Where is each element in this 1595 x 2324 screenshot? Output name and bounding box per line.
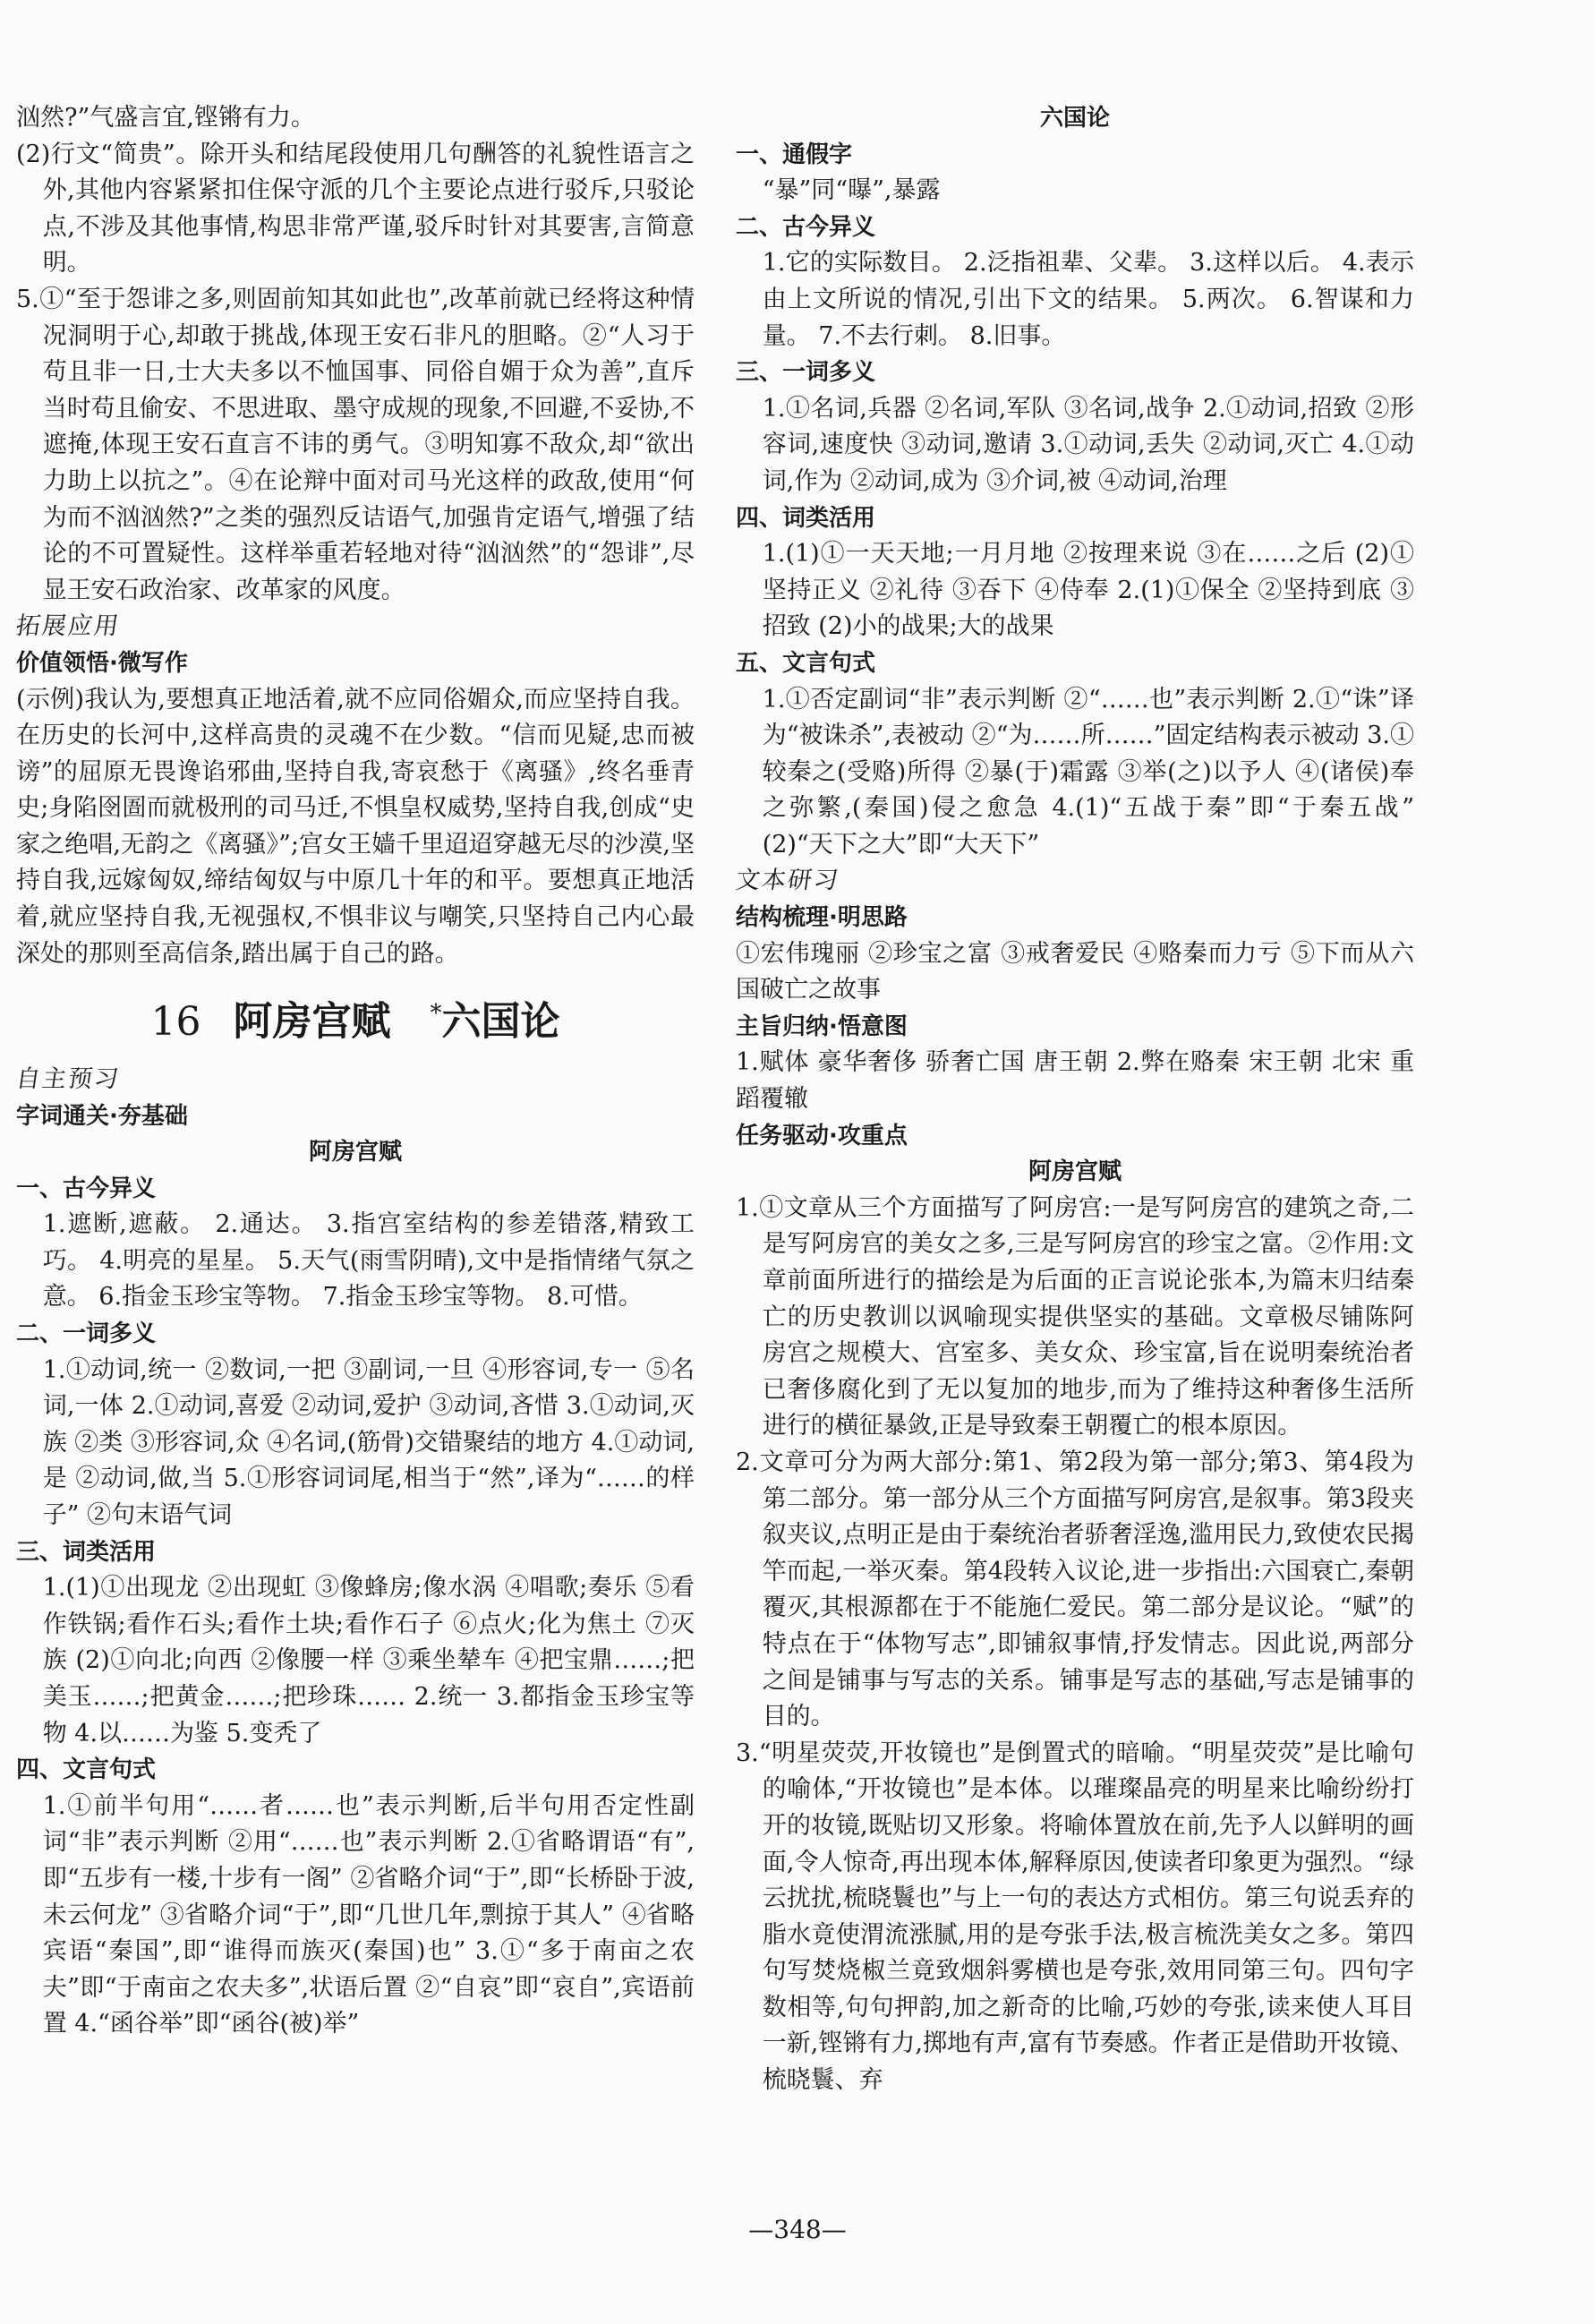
star-mark: * [430,1000,442,1028]
paragraph: “暴”同“曝”,暴露 [762,176,941,205]
subheading: 二、古今异义 [736,213,876,241]
chapter-title [16,978,695,1058]
text-title: 六国论 [1039,105,1110,132]
subheading: 二、一词多义 [16,1320,157,1348]
paragraph: ①宏伟瑰丽 ②珍宝之富 ③戒奢爱民 ④赂秦而力亏 ⑤下而从六国破亡之故事 [736,939,1414,1004]
chapter-title-2: 六国论 [441,998,560,1045]
paragraph: 1.(1)①一天天地;一月月地 ②按理来说 ③在……之后 (2)①坚持正义 ②礼待 ③吞下 ④侍奉 2.(1)①保全 ②坚持到底 ③招致 (2)小的战果;大的战果 [762,540,1414,641]
paragraph: 1.①否定副词“非”表示判断 ②“……也”表示判断 2.①“诛”译为“被诛杀”,表被动 ②“为……所……”固定结构表示被动 3.①较秦之(受赂)所得 ②暴(于)霜露 ③举(之)以予人 ④(诸侯)奉之弥繁,(秦国)侵之愈急 4.(1)“五战于秦”即“于秦五战” (2)“天下之大”即“大天下” [762,685,1414,859]
paragraph: (示例)我认为,要想真正地活着,就不应同俗媚众,而应坚持自我。在历史的长河中,这样高贵的灵魂不在少数。“信而见疑,忠而被谤”的屈原无畏谗谄邪曲,坚持自我,寄哀愁于《离骚》,终名垂青史;身陷囹圄而就极刑的司马迁,不惧皇权威势,坚持自我,创成“史家之绝唱,无韵之《离骚》”;宫女王嫱千里迢迢穿越无尽的沙漠,坚持自我,远嫁匈奴,缔结匈奴与中原几十年的和平。要想真正地活着,就应坚持自我,无视强权,不惧非议与嘲笑,只坚持自己内心最深处的那则至高信条,踏出属于自己的路。 [16,685,695,968]
paragraph: 1.①动词,统一 ②数词,一把 ③副词,一旦 ④形容词,专一 ⑤名词,一体 2.①动词,喜爱 ②动词,爱护 ③动词,吝惜 3.①动词,灭族 ②类 ③形容词,众 ④名词,(筋骨)交错聚结的地方 4.①动词,是 ②动词,做,当 5.①形容词词尾,相当于“然”,译为“……的样子” ②句末语气词 [42,1355,695,1530]
text-title: 阿房宫赋 [308,1139,402,1166]
paragraph: 1.遮断,遮蔽。 2.通达。 3.指宫室结构的参差错落,精致工巧。 4.明亮的星星。 5.天气(雨雪阴晴),文中是指情绪气氛之意。 6.指金玉珍宝等物。 7.指金玉珍宝等物。 8.可惜。 [42,1210,695,1312]
subheading: 2.文章可分为两大部分:第1、第2段为第一部分;第3、第4段为第二部分。第一部分从三个方面描写阿房宫,是叙事。第3段夹叙夹议,点明正是由于秦统治者骄奢淫逸,滥用民力,致使农民揭竿而起,一举灭秦。第4段转入议论,进一步指出:六国衰亡,秦朝覆灭,其根源都在于不能施仁爱民。第二部分是议论。“赋”的特点在于“体物写志”,即铺叙事情,抒发情志。因此说,两部分之间是铺事与写志的关系。铺事是写志的基础,写志是铺事的目的。 [736,1448,1414,1731]
section-banner: 拓展应用 [13,612,123,641]
subheading: 主旨归纳·悟意图 [736,1012,908,1040]
paragraph: 1.①前半句用“……者……也”表示判断,后半句用否定性副词“非”表示判断 ②用“……也”表示判断 2.①省略谓语“有”,即“五步有一楼,十步有一阁” ②省略介词“于”,即“长桥卧于波,未云何龙” ③省略介词“于”,即“几世几年,剽掠于其人” ④省略宾语“秦国”,即“谁得而族灭(秦国)也” 3.①“多于南亩之农夫”即“于南亩之农夫多”,状语后置 ②“自哀”即“哀自”,宾语前置 4.“函谷举”即“函谷(被)举” [42,1791,695,2038]
subheading: (2)行文“简贵”。除开头和结尾段使用几句酬答的礼貌性语言之外,其他内容紧紧扣住保守派的几个主要论点进行驳斥,只驳论点,不涉及其他事情,构思非常严谨,驳斥时针对其要害,言简意明。 [16,140,695,278]
chapter-title-1: 阿房宫赋 [233,998,391,1045]
subheading: 三、词类活用 [16,1538,157,1566]
subheading: 任务驱动·攻重点 [736,1122,908,1149]
subheading: 四、词类活用 [736,504,876,532]
paragraph: 1.①名词,兵器 ②名词,军队 ③名词,战争 2.①动词,招致 ②形容词,速度快 ③动词,邀请 3.①动词,丢失 ②动词,灭亡 4.①动词,作为 ②动词,成为 ③介词,被 ④动词,治理 [762,394,1414,495]
left-column [13,100,695,2043]
subheading: 一、通假字 [736,141,853,168]
subheading: 3.“明星荧荧,开妆镜也”是倒置式的暗喻。“明星荧荧”是比喻句的喻体,“开妆镜也”是本体。以璀璨晶亮的明星来比喻纷纷打开的妆镜,既贴切又形象。将喻体置放在前,先予人以鲜明的画面,令人惊奇,再出现本体,解释原因,使读者印象更为强烈。“绿云扰扰,梳晓鬟也”与上一句的表达方式相仿。第三句说丢弃的脂水竟使渭流涨腻,用的是夸张手法,极言梳洗美女之多。第四句写焚烧椒兰竟致烟斜雾横也是夸张,效用同第三句。四句字数相等,句句押韵,加之新奇的比喻,巧妙的夸张,读来使人耳目一新,铿锵有力,掷地有声,富有节奏感。作者正是借助开妆镜、梳晓鬟、弃 [736,1739,1414,2095]
subheading: 价值领悟·微写作 [16,649,188,677]
right-column [733,100,1414,2099]
subheading: 1.①文章从三个方面描写了阿房宫:一是写阿房宫的建筑之奇,二是写阿房宫的美女之多,三是写阿房宫的珍宝之富。②作用:文章前面所进行的描绘是为后面的正言说论张本,为篇末归结秦亡的历史教训以讽喻现实提供坚实的基础。文章极尽铺陈阿房宫之规模大、宫室多、美女众、珍宝富,旨在说明秦统治者已奢侈腐化到了无以复加的地步,而为了维持这种奢侈生活所进行的横征暴敛,正是导致秦王朝覆亡的根本原因。 [736,1193,1414,1440]
subheading: 5.①“至于怨诽之多,则固前知其如此也”,改革前就已经将这种情况洞明于心,却敢于挑战,体现王安石非凡的胆略。②“人习于苟且非一日,士大夫多以不恤国事、同俗自媚于众为善”,直斥当时苟且偷安、不思进取、墨守成规的现象,不回避,不妥协,不遮掩,体现王安石直言不讳的勇气。③明知寡不敌众,却“欲出力助上以抗之”。④在论辩中面对司马光这样的政敌,使用“何为而不汹汹然?”之类的强烈反诘语气,加强肯定语气,增强了结论的不可置疑性。这样举重若轻地对待“汹汹然”的“怨诽”,尽显王安石政治家、改革家的风度。 [16,285,695,604]
text-title: 阿房宫赋 [1028,1158,1122,1186]
paragraph: 1.(1)①出现龙 ②出现虹 ③像蜂房;像水涡 ④唱歌;奏乐 ⑤看作铁锅;看作石头;看作土块;看作石子 ⑥点火;化为焦土 ⑦灭族 (2)①向北;向西 ②像腰一样 ③乘坐辇车 ④把宝鼎……;把美玉……;把黄金……;把珍珠…… 2.统一 3.都指金玉珍宝等物 4.以……为鉴 5.变秃了 [42,1574,695,1747]
subheading: 一、古今异义 [16,1175,157,1202]
section-banner: 文本研习 [733,867,842,895]
page-number: —348— [748,2215,847,2244]
subheading: 三、一词多义 [736,359,876,387]
subheading: 字词通关·夯基础 [16,1102,188,1130]
subheading: 四、文言句式 [16,1756,157,1784]
paragraph: 1.它的实际数目。 2.泛指祖辈、父辈。 3.这样以后。 4.表示由上文所说的情况,引出下文的结果。 5.两次。 6.智谋和力量。 7.不去行刺。 8.旧事。 [762,249,1414,350]
paragraph: 汹然?”气盛言宜,铿锵有力。 [16,104,315,132]
chapter-number: 16 [150,998,201,1045]
subheading: 五、文言句式 [736,649,876,677]
section-banner: 自主预习 [13,1064,123,1093]
paragraph: 1.赋体 豪华奢侈 骄奢亡国 唐王朝 2.弊在赂秦 宋王朝 北宋 重蹈覆辙 [736,1048,1414,1114]
subheading: 结构梳理·明思路 [736,904,908,932]
